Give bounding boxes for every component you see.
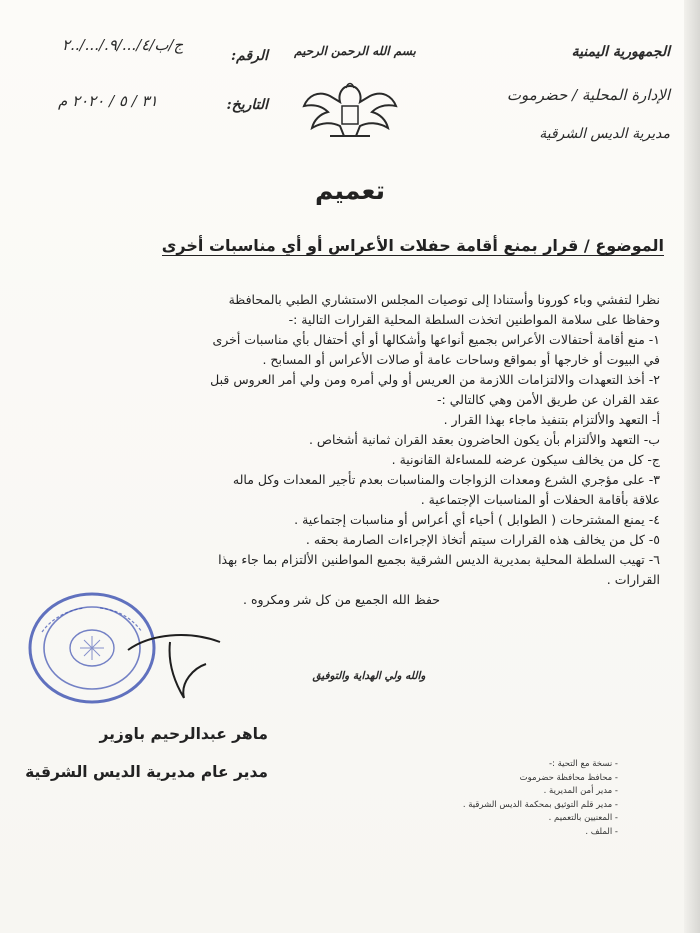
list-item: - مدير أمن المديرية . [543, 786, 618, 796]
date-value: ٣١ / ٥ / ٢٠٢٠ م [58, 92, 158, 110]
document-body [40, 290, 660, 610]
signatory-name: ماهر عبدالرحيم باوزير [99, 725, 268, 743]
document-title: تعميم [314, 176, 386, 205]
body-line: نظرا لتفشي وباء كورونا وأستنادا إلى توصيات المجلس الاستشاري الطبي بالمحافظة [228, 292, 660, 307]
closing-stamp: والله ولي الهداية والتوفيق [312, 670, 426, 682]
body-line: أ- التعهد والألتزام بتنفيذ ماجاء بهذا القرار . [443, 412, 660, 427]
date-label: التاريخ: [226, 97, 268, 113]
body-line: عقد القران عن طريق الأمن وهي كالتالي :- [437, 392, 660, 407]
list-item: - محافظ محافظة حضرموت [519, 772, 618, 783]
list-item: - الملف . [585, 826, 618, 837]
eagle-emblem-icon [300, 78, 400, 142]
header-directorate: مديرية الديس الشرقية [539, 126, 670, 142]
basmala: بسم الله الرحمن الرحيم [294, 44, 416, 58]
body-line: ٥- كل من يخالف هذه القرارات سيتم أتخاذ الإجراءات الصارمة بحقه . [305, 532, 660, 547]
reference-number: ج/ب/٤/.../٩./.../..٢ [62, 36, 184, 54]
body-line: ٦- تهيب السلطة المحلية بمديرية الديس الشرقية بجميع المواطنين الألتزام بما جاء بهذا [218, 552, 660, 567]
body-line: ج- كل من يخالف سيكون عرضه للمساءلة القانونية . [391, 452, 660, 467]
signatory-title: مدير عام مديرية الديس الشرقية [25, 763, 268, 781]
body-line: ب- التعهد والألتزام بأن يكون الحاضرون بعقد القران ثمانية أشخاص . [308, 432, 660, 447]
body-line: في البيوت أو خارجها أو بمواقع وساحات عامة أو صالات الأعراس أو المسابح . [262, 352, 660, 367]
body-line: القرارات . [606, 572, 660, 587]
body-line: وحفاظا على سلامة المواطنين اتخذت السلطة المحلية القرارات التالية :- [288, 312, 660, 327]
reference-label: الرقم: [230, 48, 268, 64]
body-line: ١- منع أقامة أحتفالات الأعراس بجميع أنواعها وأشكالها أو أي أحتفال بأي مناسبات أخرى [212, 332, 660, 347]
body-line: علاقة بأقامة الحفلات أو المناسبات الإجتماعية . [420, 492, 660, 507]
subject-text: الموضوع / قرار بمنع أقامة حفلات الأعراس أو أي مناسبات أخرى [161, 236, 664, 255]
header-administration: الإدارة المحلية / حضرموت [506, 86, 670, 104]
list-item: - مدير قلم التوثيق بمحكمة الديس الشرقية . [462, 799, 618, 810]
page-edge-shadow [684, 0, 700, 933]
body-line: ٤- يمنع المشترحات ( الطوابل ) أحياء أي أعراس أو مناسبات إجتماعية . [294, 512, 660, 527]
body-line: ٣- على مؤجري الشرع ومعدات الزواجات والمناسبات بعدم تأجير المعدات وكل ماله [232, 472, 660, 487]
body-line: حفظ الله الجميع من كل شر ومكروه . [243, 592, 440, 607]
signature-icon [110, 620, 230, 710]
list-item: - المعنيين بالتعميم . [548, 813, 618, 823]
list-item: - نسخة مع التحية :- [548, 759, 618, 769]
body-line: ٢- أخذ التعهدات والالتزامات اللازمة من العريس أو ولي أمره ومن ولي أمر العروس قبل [210, 372, 660, 387]
header-country: الجمهورية اليمنية [571, 44, 670, 60]
cc-list [463, 758, 618, 839]
document-subject [162, 236, 664, 255]
